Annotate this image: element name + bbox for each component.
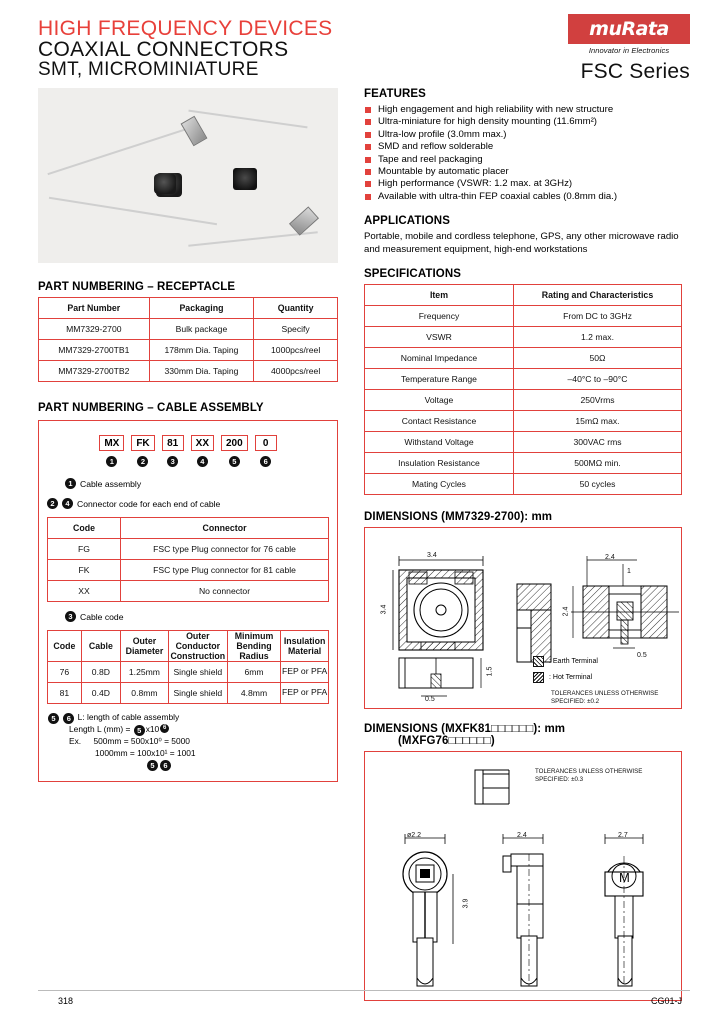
feature-item: Mountable by automatic placer xyxy=(364,166,682,178)
right-column xyxy=(364,88,682,1001)
table-row xyxy=(365,390,682,411)
legend-hot-label: : Hot Terminal xyxy=(549,674,593,682)
dim-label-right-mid: 2.4 xyxy=(562,607,570,617)
cell-rating: –40°C to –90°C xyxy=(513,369,681,390)
cell-packaging: 178mm Dia. Taping xyxy=(149,340,254,361)
code-badge-4: 4 xyxy=(197,456,208,467)
note-cable-assembly xyxy=(65,478,329,489)
receptacle-part-table xyxy=(38,297,338,382)
col-connector: Connector xyxy=(121,518,329,539)
section-heading-part-numbering-receptacle: PART NUMBERING – RECEPTACLE xyxy=(38,281,236,293)
code-group-5 xyxy=(221,435,248,469)
part-number-code-boxes xyxy=(47,435,329,469)
col-quantity: Quantity xyxy=(254,298,338,319)
cell-insulation: FEP or PFA xyxy=(281,662,329,683)
left-column xyxy=(38,88,338,782)
code-badge-2: 2 xyxy=(137,456,148,467)
dimensions-receptacle-drawing xyxy=(364,527,682,709)
cell-code: 81 xyxy=(48,683,82,704)
cell-cable: 0.8D xyxy=(81,662,120,683)
plug-side-view xyxy=(487,826,583,996)
note-badge-6: 6 xyxy=(63,713,74,724)
table-row xyxy=(365,327,682,348)
table-row xyxy=(365,411,682,432)
length-note xyxy=(47,712,329,771)
length-example-1-row xyxy=(69,736,329,748)
cell-rating: 1.2 max. xyxy=(513,327,681,348)
table-row xyxy=(365,432,682,453)
cell-outer-diameter: 1.25mm xyxy=(121,662,169,683)
feature-item: Available with ultra-thin FEP coaxial cables (0.8mm dia.) xyxy=(364,191,682,203)
section-heading-specifications: SPECIFICATIONS xyxy=(364,268,462,281)
col-item: Item xyxy=(365,285,514,306)
cell-bending-radius: 4.8mm xyxy=(227,683,280,704)
logo-text: muRata xyxy=(568,14,690,44)
dim-label-plug-height: 3.9 xyxy=(462,899,470,909)
table-row xyxy=(365,306,682,327)
note-badge-5: 5 xyxy=(48,713,59,724)
feature-item: High performance (VSWR: 1.2 max. at 3GHz) xyxy=(364,178,682,190)
col-rating: Rating and Characteristics xyxy=(513,285,681,306)
svg-text:M: M xyxy=(619,870,630,886)
cell-packaging: 330mm Dia. Taping xyxy=(149,361,254,382)
cell-outer-conductor: Single shield xyxy=(168,662,227,683)
formula-badge-6: 6 xyxy=(160,724,169,733)
document-code: CG01-J xyxy=(650,996,682,1006)
table-row xyxy=(365,348,682,369)
cell-insulation: FEP or PFA xyxy=(281,683,329,704)
col-packaging: Packaging xyxy=(149,298,254,319)
table-row xyxy=(48,662,329,683)
footer-badge-5: 5 xyxy=(147,760,158,771)
cell-quantity: Specify xyxy=(254,319,338,340)
note-label-2: Connector code for each end of cable xyxy=(77,498,221,509)
legend-earth-row xyxy=(533,656,598,667)
note-connector-code xyxy=(47,498,329,509)
cell-item: Insulation Resistance xyxy=(365,453,514,474)
table-row xyxy=(365,453,682,474)
code-group-6 xyxy=(255,435,277,469)
section-heading-part-numbering-cable: PART NUMBERING – CABLE ASSEMBLY xyxy=(38,402,264,414)
features-list xyxy=(364,104,682,203)
table-row xyxy=(365,474,682,495)
table-header-row xyxy=(48,631,329,662)
length-formula xyxy=(69,724,329,736)
dim-label-low-height: 1.5 xyxy=(486,667,494,677)
hot-terminal-swatch-icon xyxy=(533,672,544,683)
length-formula-mid: x10 xyxy=(145,724,160,734)
dimensions-plug-heading-line1: DIMENSIONS (MXFK81□□□□□□): mm xyxy=(364,723,566,736)
section-heading-dimensions-plug xyxy=(364,723,682,747)
cell-code: FG xyxy=(48,539,121,560)
note-badge-4: 4 xyxy=(62,498,73,509)
feature-item: SMD and reflow solderable xyxy=(364,141,682,153)
connector-code-table xyxy=(47,517,329,602)
cell-quantity: 4000pcs/reel xyxy=(254,361,338,382)
code-badge-3: 3 xyxy=(167,456,178,467)
note-label-1: Cable assembly xyxy=(80,478,142,489)
plug-right-view xyxy=(587,826,683,996)
cell-rating: 50 cycles xyxy=(513,474,681,495)
cell-rating: 15mΩ max. xyxy=(513,411,681,432)
cell-packaging: Bulk package xyxy=(149,319,254,340)
table-row xyxy=(48,539,329,560)
cell-rating: From DC to 3GHz xyxy=(513,306,681,327)
cell-outer-diameter: 0.8mm xyxy=(121,683,169,704)
murata-logo xyxy=(568,14,690,55)
table-row xyxy=(39,340,338,361)
table-row xyxy=(365,369,682,390)
cell-rating: 300VAC rms xyxy=(513,432,681,453)
page-title xyxy=(38,18,332,79)
footer-badge-6: 6 xyxy=(160,760,171,771)
cell-bending-radius: 6mm xyxy=(227,662,280,683)
cell-item: Contact Resistance xyxy=(365,411,514,432)
code-box-2: FK xyxy=(131,435,154,451)
title-subtype: SMT, MICROMINIATURE xyxy=(38,59,259,80)
length-example-1: 500mm = 500x10⁰ = 5000 xyxy=(93,736,190,746)
feature-item: Ultra-miniature for high density mounting (11.6mm²) xyxy=(364,116,682,128)
page-number: 318 xyxy=(58,996,74,1006)
length-note-title: L: length of cable assembly xyxy=(77,712,180,722)
code-badge-1: 1 xyxy=(106,456,117,467)
cell-item: Temperature Range xyxy=(365,369,514,390)
cell-part-number: MM7329-2700 xyxy=(39,319,150,340)
cell-code: XX xyxy=(48,581,121,602)
code-group-3 xyxy=(162,435,184,469)
length-formula-prefix: Length L (mm) = xyxy=(69,724,133,734)
dim-label-low-bottom: 0.5 xyxy=(425,696,435,704)
note-badge-3: 3 xyxy=(65,611,76,622)
col-outer-diameter: Outer Diameter xyxy=(121,631,169,662)
cell-code: FK xyxy=(48,560,121,581)
code-box-4: XX xyxy=(191,435,214,451)
cell-item: VSWR xyxy=(365,327,514,348)
cell-cable: 0.4D xyxy=(81,683,120,704)
code-group-2 xyxy=(131,435,154,469)
feature-item: High engagement and high reliability with new structure xyxy=(364,104,682,116)
earth-terminal-swatch-icon xyxy=(533,656,544,667)
cell-item: Voltage xyxy=(365,390,514,411)
cell-rating: 250Vrms xyxy=(513,390,681,411)
footer-divider xyxy=(38,990,690,991)
plug-front-view xyxy=(383,826,479,996)
cell-part-number: MM7329-2700TB1 xyxy=(39,340,150,361)
dim-label-plug-right-width: 2.7 xyxy=(618,832,628,840)
feature-item: Tape and reel packaging xyxy=(364,154,682,166)
formula-badge-5: 5 xyxy=(134,725,145,736)
length-example-2: 1000mm = 100x10¹ = 1001 xyxy=(95,747,196,758)
dim-label-right-bottom: 0.5 xyxy=(637,652,647,660)
dim-label-plug-mid-width: 2.4 xyxy=(517,832,527,840)
logo-tagline: Innovator in Electronics xyxy=(588,46,670,55)
table-header-row xyxy=(39,298,338,319)
title-product: COAXIAL CONNECTORS xyxy=(38,38,289,61)
code-group-4 xyxy=(191,435,214,469)
dimensions-plug-heading-line2: (MXFG76□□□□□□) xyxy=(398,735,495,748)
legend-hot-row xyxy=(533,672,598,683)
feature-item: Ultra-low profile (3.0mm max.) xyxy=(364,129,682,141)
cell-code: 76 xyxy=(48,662,82,683)
cell-connector: No connector xyxy=(121,581,329,602)
cell-rating: 500MΩ min. xyxy=(513,453,681,474)
cell-connector: FSC type Plug connector for 81 cable xyxy=(121,560,329,581)
title-category: HIGH FREQUENCY DEVICES xyxy=(38,17,333,40)
note-badge-1: 1 xyxy=(65,478,76,489)
dim-label-side-height: 3.4 xyxy=(380,605,388,615)
cell-part-number: MM7329-2700TB2 xyxy=(39,361,150,382)
dim-label-right-small: 1 xyxy=(627,568,631,576)
code-box-5: 200 xyxy=(221,435,248,451)
note-label-3: Cable code xyxy=(80,611,124,622)
plug-top-detail-view xyxy=(465,766,525,812)
cable-code-table xyxy=(47,630,329,704)
table-row xyxy=(48,683,329,704)
col-code: Code xyxy=(48,631,82,662)
page-header xyxy=(0,0,720,86)
cell-quantity: 1000pcs/reel xyxy=(254,340,338,361)
cell-rating: 50Ω xyxy=(513,348,681,369)
receptacle-top-view xyxy=(391,550,501,665)
col-code: Code xyxy=(48,518,121,539)
table-header-row xyxy=(365,285,682,306)
legend-earth-label: : Earth Terminal xyxy=(549,658,598,666)
col-insulation: Insulation Material xyxy=(281,631,329,662)
cable-part-numbering-frame xyxy=(38,420,338,782)
applications-text: Portable, mobile and cordless telephone, GPS, any other microwave radio and measurement equipment, high-end workstations xyxy=(364,231,679,255)
section-heading-features: FEATURES xyxy=(364,88,426,100)
note-badge-2: 2 xyxy=(47,498,58,509)
product-photo xyxy=(38,88,338,263)
receptacle-section-view xyxy=(565,552,685,667)
table-row xyxy=(48,560,329,581)
series-name: FSC Series xyxy=(580,60,690,83)
dim-label-top-width: 3.4 xyxy=(427,552,437,560)
section-heading-applications: APPLICATIONS xyxy=(364,215,450,228)
cell-item: Withstand Voltage xyxy=(365,432,514,453)
section-heading-dimensions-receptacle: DIMENSIONS (MM7329-2700): mm xyxy=(364,511,553,524)
terminal-legend xyxy=(533,656,598,688)
col-cable: Cable xyxy=(81,631,120,662)
dim-label-plug-diameter: ø2.2 xyxy=(407,832,422,840)
length-footer-badges xyxy=(47,759,271,771)
specifications-table xyxy=(364,284,682,495)
cell-item: Frequency xyxy=(365,306,514,327)
code-badge-6: 6 xyxy=(260,456,271,467)
code-box-3: 81 xyxy=(162,435,184,451)
code-badge-5: 5 xyxy=(229,456,240,467)
dimensions-plug-drawing xyxy=(364,751,682,1001)
receptacle-bottom-view xyxy=(391,654,501,702)
col-part-number: Part Number xyxy=(39,298,150,319)
col-outer-conductor: Outer Conductor Construction xyxy=(168,631,227,662)
note-cable-code xyxy=(65,611,329,622)
table-row xyxy=(48,581,329,602)
length-note-title-row xyxy=(47,712,329,724)
code-group-1 xyxy=(99,435,124,469)
table-header-row xyxy=(48,518,329,539)
cell-outer-conductor: Single shield xyxy=(168,683,227,704)
tolerance-note-receptacle: TOLERANCES UNLESS OTHERWISE SPECIFIED: ±0.2 xyxy=(551,690,659,705)
cell-item: Mating Cycles xyxy=(365,474,514,495)
table-row xyxy=(39,361,338,382)
cell-connector: FSC type Plug connector for 76 cable xyxy=(121,539,329,560)
tolerance-note-plug: TOLERANCES UNLESS OTHERWISE SPECIFIED: ±0.3 xyxy=(535,768,643,783)
code-box-1: MX xyxy=(99,435,124,451)
cell-item: Nominal Impedance xyxy=(365,348,514,369)
code-box-6: 0 xyxy=(255,435,277,451)
col-bending-radius: Minimum Bending Radius xyxy=(227,631,280,662)
dim-label-right-top: 2.4 xyxy=(605,554,615,562)
length-example-label: Ex. xyxy=(69,736,82,746)
table-row xyxy=(39,319,338,340)
